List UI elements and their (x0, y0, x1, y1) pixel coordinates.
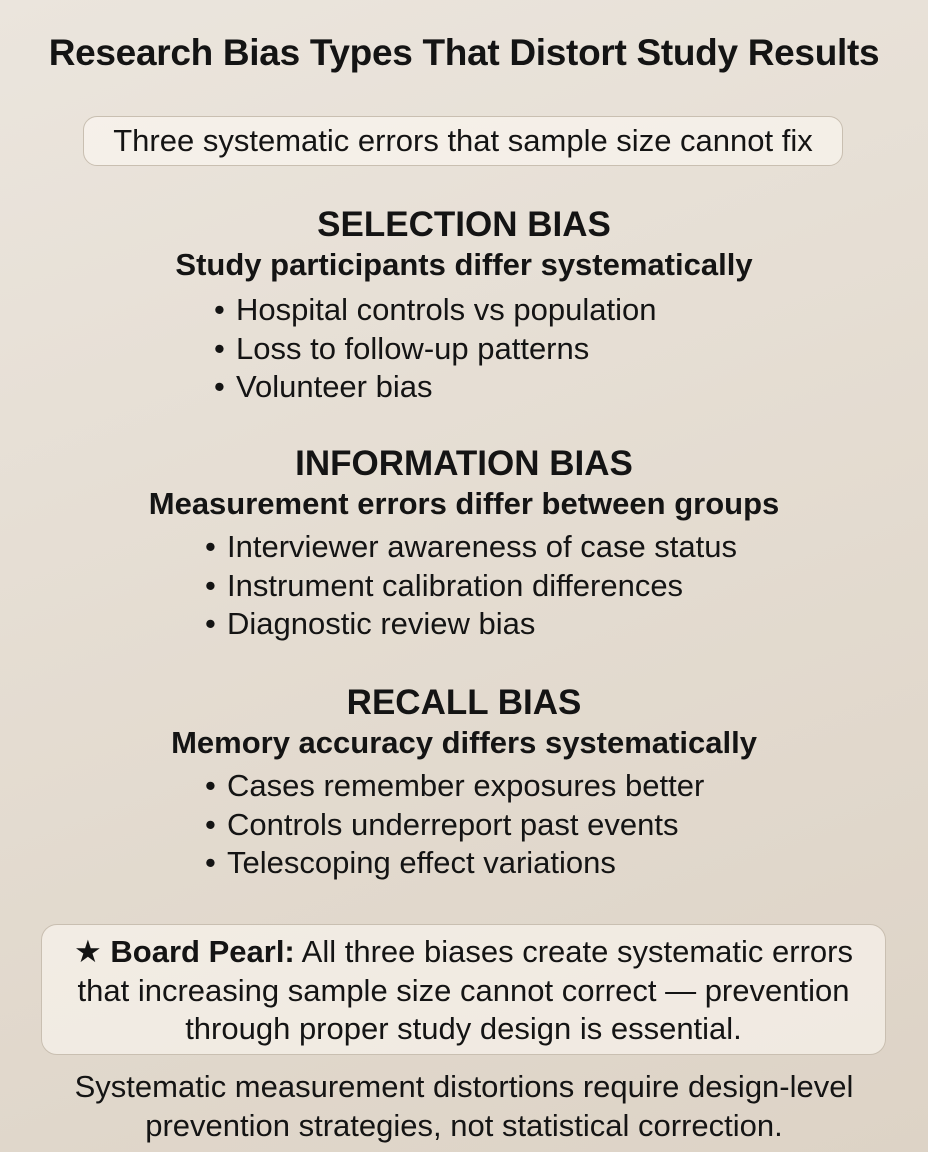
section-description: Study participants differ systematically (175, 247, 753, 282)
page-title: Research Bias Types That Distort Study Results (48, 32, 880, 73)
bullet-list (205, 767, 704, 883)
footer-line-1: Systematic measurement distortions require design-level (74, 1069, 854, 1104)
bullet-text: Telescoping effect variations (227, 845, 616, 880)
subtitle-box (83, 116, 843, 166)
pearl-line-3: through proper study design is essential. (185, 1011, 742, 1046)
bullet-text: Controls underreport past events (227, 806, 679, 842)
star-icon: ★ (74, 934, 102, 969)
pearl-text-1: All three biases create systematic errors (301, 934, 853, 969)
bullet-icon: • (205, 606, 216, 641)
bullet-icon: • (214, 330, 225, 366)
list-item (205, 767, 704, 806)
bullet-icon: • (205, 806, 216, 842)
bullet-icon: • (205, 845, 216, 880)
bullet-text: Cases remember exposures better (227, 768, 705, 803)
bullet-text: Interviewer awareness of case status (227, 529, 738, 564)
bullet-icon: • (205, 567, 216, 603)
bullet-list (214, 291, 656, 407)
list-item (205, 567, 737, 606)
section-selection-bias (0, 205, 928, 404)
list-item (205, 528, 737, 567)
section-heading: INFORMATION BIAS (295, 444, 633, 483)
bullet-icon: • (214, 292, 225, 327)
pearl-label: Board Pearl: (110, 934, 295, 969)
footer-line-2: prevention strategies, not statistical correction. (145, 1107, 783, 1143)
bullet-icon: • (205, 768, 216, 803)
bullet-text: Instrument calibration differences (227, 567, 684, 603)
bullet-text: Hospital controls vs population (236, 292, 657, 327)
bullet-text: Volunteer bias (236, 369, 433, 404)
list-item (205, 605, 737, 644)
list-item (205, 806, 704, 845)
section-description: Memory accuracy differs systematically (171, 725, 757, 760)
section-information-bias (0, 444, 928, 641)
list-item (214, 330, 656, 369)
pearl-line-2: that increasing sample size cannot correct — prevention (77, 972, 850, 1008)
board-pearl-callout (41, 924, 886, 1055)
section-heading: RECALL BIAS (346, 683, 582, 722)
subtitle-text: Three systematic errors that sample size cannot fix (113, 123, 813, 158)
list-item (205, 844, 704, 883)
list-item (214, 291, 656, 330)
bullet-text: Diagnostic review bias (227, 606, 536, 641)
bullet-text: Loss to follow-up patterns (236, 330, 590, 366)
section-description: Measurement errors differ between groups (148, 486, 780, 521)
bullet-icon: • (214, 369, 225, 404)
list-item (214, 368, 656, 407)
section-recall-bias (0, 683, 928, 880)
section-heading: SELECTION BIAS (317, 205, 611, 244)
footer-note (0, 1068, 928, 1145)
bullet-icon: • (205, 529, 216, 564)
pearl-line-1 (42, 933, 885, 972)
bullet-list (205, 528, 737, 644)
